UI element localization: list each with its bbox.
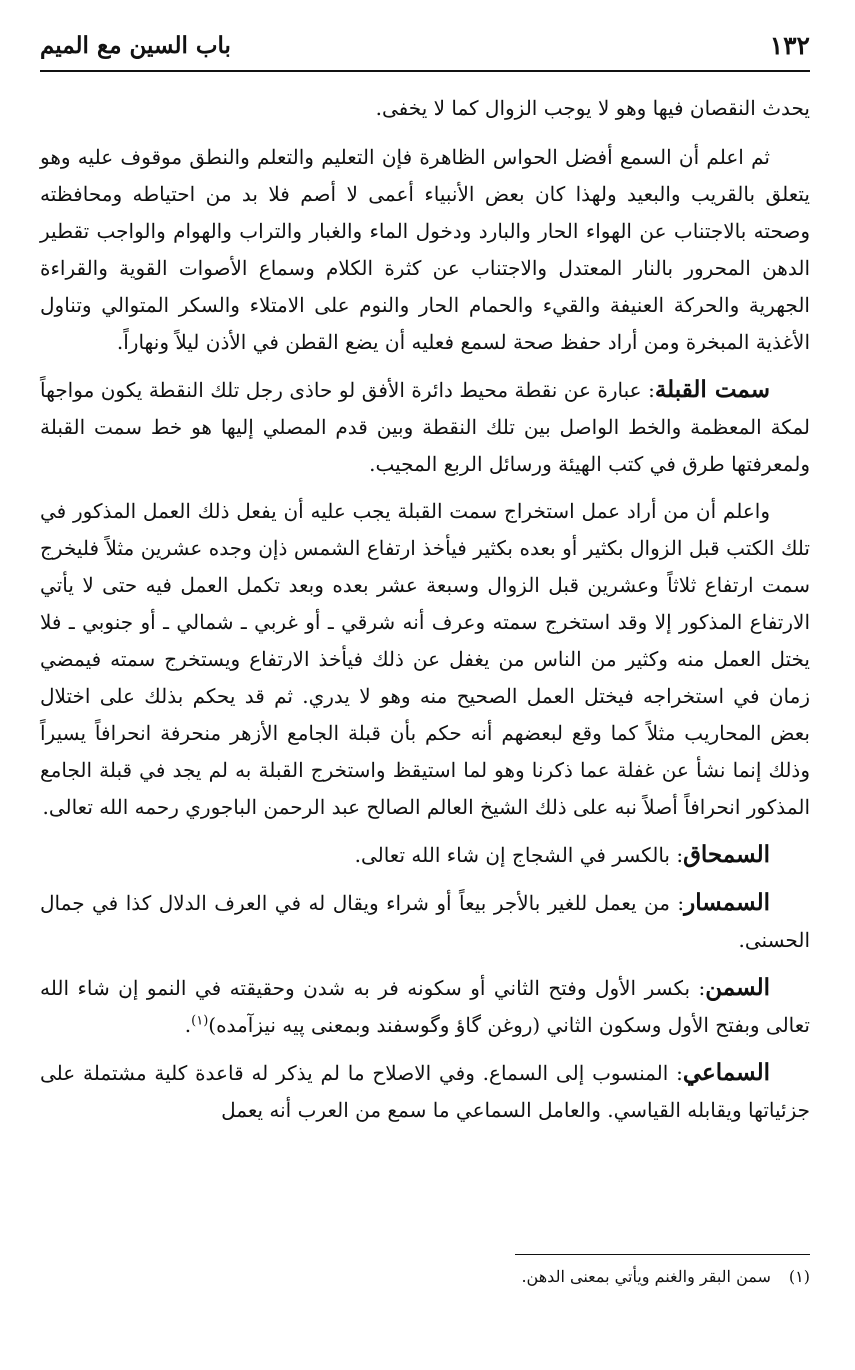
entry-term: السمن: [705, 974, 770, 1001]
page-number: ١٣٢: [769, 30, 810, 60]
paragraph-text: يحدث النقصان فيها وهو لا يوجب الزوال كما لا يخفى.: [375, 96, 810, 120]
entry-term: سمت القبلة: [654, 376, 770, 403]
entry-text: : بكسر الأول وفتح الثاني أو سكونه فر به شدن وحقيقته في النمو إن شاء الله تعالى وبفتح الأول وسكون الثاني (روغن گاؤ وگوسفند وبمعنى پيه نيزآمده): [40, 976, 810, 1037]
entry-text: : المنسوب إلى السماع. وفي الاصلاح ما لم يذكر له قاعدة كلية مشتملة على جزئياتها ويقابله القياسي. والعامل السماعي ما سمع من العرب أنه يعمل: [40, 1061, 810, 1122]
footnote-number: (١): [788, 1267, 810, 1286]
entry-al-saman: [40, 969, 810, 1044]
paragraph: [40, 139, 810, 361]
footnote-rule: [515, 1254, 810, 1255]
entry-tail: .: [184, 1013, 192, 1037]
entry-term: السماعي: [682, 1059, 770, 1086]
header-rule: [40, 70, 810, 72]
entry-text: : عبارة عن نقطة محيط دائرة الأفق لو حاذى رجل تلك النقطة يكون مواجهاً لمكة المعظمة والخط الواصل بين تلك النقطة وبين قدم المصلي إليها هو خط سمت القبلة ولمعرفتها طرق في كتب الهيئة ورسائل الربع المجيب.: [40, 378, 810, 476]
entry-term: السمحاق: [683, 841, 770, 868]
page-body: [40, 90, 810, 1139]
paragraph: [40, 493, 810, 826]
entry-text: : بالكسر في الشجاج إن شاء الله تعالى.: [354, 843, 684, 867]
chapter-title: باب السين مع الميم: [40, 31, 231, 59]
entry-al-samai: [40, 1054, 810, 1129]
footnote-reference[interactable]: (١): [191, 1013, 209, 1029]
entry-al-simsar: [40, 884, 810, 959]
entry-term: السمسار: [684, 889, 770, 916]
footnote-text: سمن البقر والغنم ويأتي بمعنى الدهن.: [521, 1267, 771, 1286]
paragraph: [40, 90, 810, 127]
footnote: [40, 1264, 810, 1290]
entry-al-simhaq: [40, 836, 810, 874]
paragraph-text: واعلم أن من أراد عمل استخراج سمت القبلة يجب عليه أن يفعل ذلك العمل المذكور في تلك الكتب قبل الزوال بكثير أو بعده بكثير فيأخذ ارتفاع الشمس ذإن وجده عشرين مثلاً فليخرج سمت ارتفاع ثلاثاً وعشرين قبل الزوال وسبعة عشر بعده وبعد تكمل العمل فيه حتى لا يأتي الارتفاع المذكور إلا وقد استخرج سمته وعرف أنه شرقي ـ أو غربي ـ شمالي ـ أو جنوبي ـ فلا يختل العمل منه وكثير من الناس من يغفل عن ذلك فيأخذ الارتفاع ويستخرج سمته فيمضي زمان في استخراجه فيختل العمل الصحيح منه وهو لا يدري. ثم قد يحكم بذلك على اختلال بعض المحاريب مثلاً كما وقع لبعضهم أنه حكم بأن قبلة الجامع الأزهر منحرفة انحرافاً يسيراً وذلك إنما نشأ عن غفلة عما ذكرنا وهو لما استيقظ واستخرج القبلة به لم يجد في قبلة الجامع المذكور انحرافاً أصلاً نبه على ذلك الشيخ العالم الصالح عبد الرحمن الباجوري رحمه الله تعالى.: [40, 499, 810, 819]
page-header: [40, 20, 810, 70]
paragraph-text: ثم اعلم أن السمع أفضل الحواس الظاهرة فإن التعليم والتعلم والنطق موقوف عليه وهو يتعلق بالقريب والبعيد ولهذا كان بعض الأنبياء أعمى لا أصم فلا بد من احتياطه ومحافظته وصحته بالاجتناب عن الهواء الحار والبارد ودخول الماء والغبار والتراب والهوام والواجب تقطير الدهن المحرور بالنار المعتدل والاجتناب عن كثرة الكلام وسماع الأصوات القوية والقراءة الجهرية والحركة العنيفة والقيء والحمام الحار والنوم على الامتلاء والسكر المتوالي وتناول الأغذية المبخرة ومن أراد حفظ صحة لسمع فعليه أن يضع القطن في الأذن ليلاً ونهاراً.: [40, 145, 810, 354]
entry-samt-al-qibla: [40, 371, 810, 483]
entry-text: : من يعمل للغير بالأجر بيعاً أو شراء ويقال له في العرف الدلال كذا في جمال الحسنى.: [40, 891, 810, 952]
